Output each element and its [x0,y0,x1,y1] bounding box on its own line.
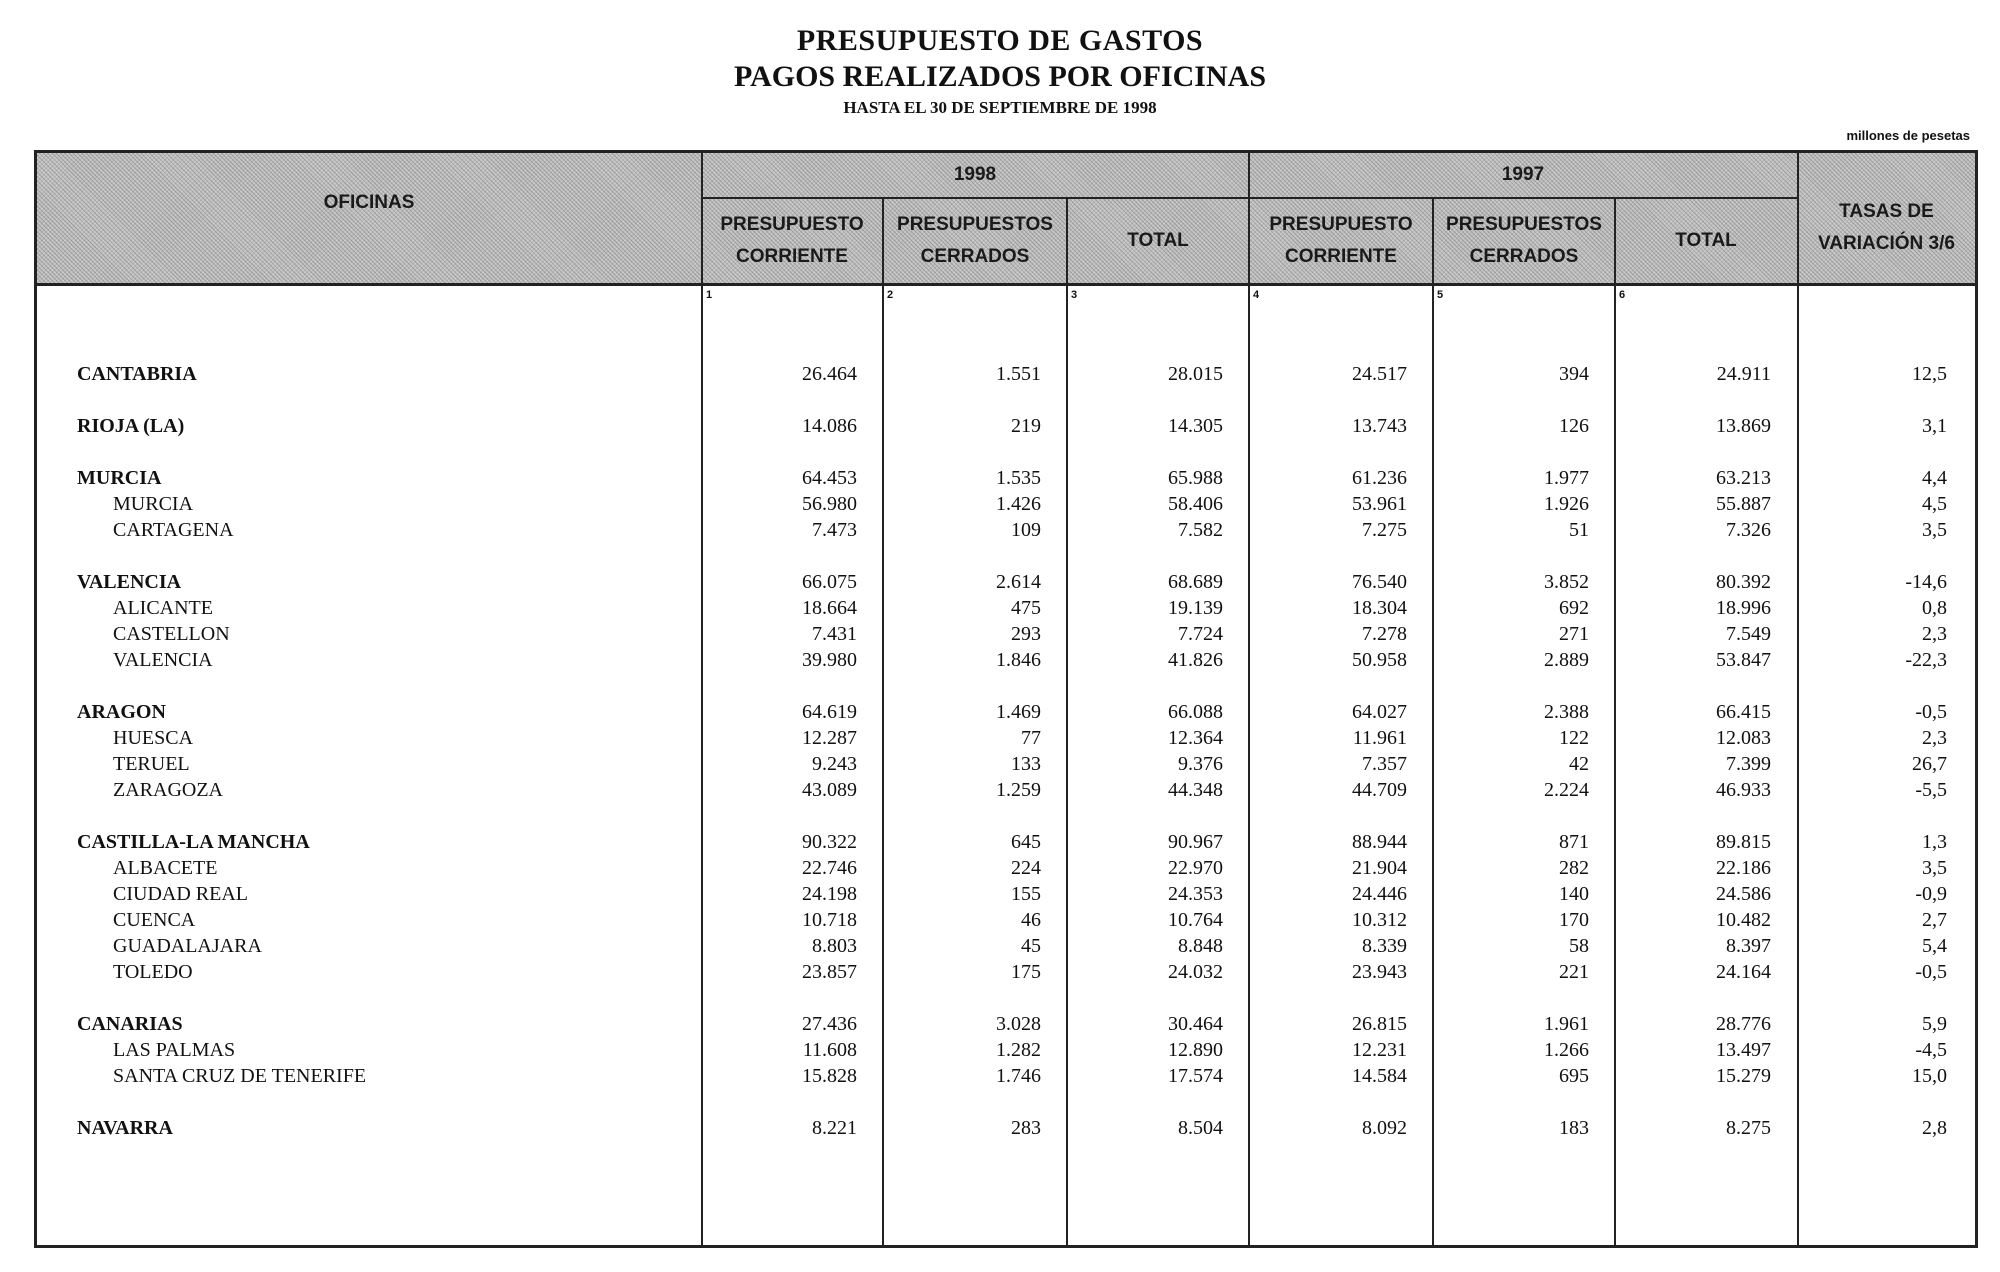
table-cell: 8.848 [1178,935,1223,957]
office-label: CARTAGENA [113,519,234,541]
table-row [37,725,1975,751]
table-cell: 1.282 [996,1039,1041,1061]
table-cell: 2.889 [1544,649,1589,671]
table-cell: 1.926 [1544,493,1589,515]
table-cell: 64.619 [802,701,857,723]
table-cell: 17.574 [1168,1065,1223,1087]
table-row [37,491,1975,517]
header-col-3: TOTAL [1127,230,1189,251]
office-region-label: ARAGON [77,701,166,723]
table-cell: 283 [1011,1117,1041,1139]
table-row [37,1115,1975,1141]
table-cell: 126 [1559,415,1589,437]
table-cell: 8.504 [1178,1117,1223,1139]
table-cell: 3,1 [1922,415,1947,437]
table-cell: 2.614 [996,571,1041,593]
table-cell: 12.364 [1168,727,1223,749]
table-cell: 23.857 [802,961,857,983]
office-region-label: CANTABRIA [77,363,197,385]
table-cell: 3.028 [996,1013,1041,1035]
document-title: PRESUPUESTO DE GASTOS [796,24,1204,57]
table-row [37,1011,1975,1037]
table-cell: 15,0 [1912,1065,1947,1087]
table-cell: 80.392 [1716,571,1771,593]
table-cell: 1.426 [996,493,1041,515]
office-region-label: MURCIA [77,467,162,489]
table-cell: 68.689 [1168,571,1223,593]
table-row [37,777,1975,803]
table-cell: 2.224 [1544,779,1589,801]
table-cell: 13.743 [1352,415,1407,437]
table-cell: 44.348 [1168,779,1223,801]
table-cell: 170 [1559,909,1589,931]
table-cell: 15.279 [1716,1065,1771,1087]
table-cell: 1.977 [1544,467,1589,489]
table-cell: 10.482 [1716,909,1771,931]
table-cell: 122 [1559,727,1589,749]
table-cell: 14.086 [802,415,857,437]
table-cell: 22.970 [1168,857,1223,879]
table-cell: 13.869 [1716,415,1771,437]
table-cell: 58 [1569,935,1589,957]
table-cell: 9.243 [812,753,857,775]
table-cell: 394 [1559,363,1589,385]
table-cell: 2,3 [1922,623,1947,645]
column-number: 3 [1071,289,1078,301]
table-cell: 58.406 [1168,493,1223,515]
table-cell: 7.473 [812,519,857,541]
table-row [37,621,1975,647]
table-cell: 12.287 [802,727,857,749]
table-cell: 3.852 [1544,571,1589,593]
table-cell: 183 [1559,1117,1589,1139]
table-cell: 41.826 [1168,649,1223,671]
table-cell: 5,9 [1922,1013,1947,1035]
table-cell: 46.933 [1716,779,1771,801]
office-label: TERUEL [113,753,190,775]
table-row [37,829,1975,855]
table-cell: 24.586 [1716,883,1771,905]
table-cell: 3,5 [1922,857,1947,879]
table-cell: 56.980 [802,493,857,515]
table-cell: 293 [1011,623,1041,645]
table-cell: 1.846 [996,649,1041,671]
table-cell: 8.397 [1726,935,1771,957]
table-cell: -4,5 [1915,1039,1947,1061]
header-oficinas: OFICINAS [323,192,415,213]
table-cell: 61.236 [1352,467,1407,489]
table-cell: 65.988 [1168,467,1223,489]
table-cell: 46 [1021,909,1041,931]
table-cell: 39.980 [802,649,857,671]
table-cell: 24.164 [1716,961,1771,983]
table-cell: 11.608 [802,1039,857,1061]
table-cell: 24.032 [1168,961,1223,983]
table-cell: 695 [1559,1065,1589,1087]
header-col-4: PRESUPUESTO CORRIENTE [1269,214,1413,267]
table-cell: 7.278 [1362,623,1407,645]
office-label: ALBACETE [113,857,218,879]
table-cell: 53.847 [1716,649,1771,671]
table-cell: 90.322 [802,831,857,853]
table-cell: 26,7 [1912,753,1947,775]
table-cell: 55.887 [1716,493,1771,515]
document-subtitle: PAGOS REALIZADOS POR OFICINAS [733,60,1267,93]
table-cell: -14,6 [1905,571,1947,593]
table-cell: 10.312 [1352,909,1407,931]
table-cell: 8.092 [1362,1117,1407,1139]
table-cell: 18.664 [802,597,857,619]
table-cell: 89.815 [1716,831,1771,853]
table-header [37,153,1975,286]
table-cell: 66.088 [1168,701,1223,723]
table-row [37,933,1975,959]
table-cell: 28.015 [1168,363,1223,385]
table-row [37,699,1975,725]
table-cell: 7.582 [1178,519,1223,541]
table-cell: 133 [1011,753,1041,775]
office-region-label: RIOJA (LA) [77,415,185,437]
table-cell: -5,5 [1915,779,1947,801]
table-cell: 22.746 [802,857,857,879]
table-cell: 2,3 [1922,727,1947,749]
table-cell: 15.828 [802,1065,857,1087]
table-cell: 1.259 [996,779,1041,801]
table-cell: 7.326 [1726,519,1771,541]
table-cell: 7.357 [1362,753,1407,775]
office-label: SANTA CRUZ DE TENERIFE [113,1065,367,1087]
column-number: 6 [1619,289,1626,301]
table-cell: 77 [1021,727,1041,749]
table-cell: 8.803 [812,935,857,957]
office-region-label: VALENCIA [77,571,182,593]
table-row [37,413,1975,439]
table-cell: 692 [1559,597,1589,619]
office-label: GUADALAJARA [113,935,262,957]
table-cell: 45 [1021,935,1041,957]
office-label: CUENCA [113,909,196,931]
table-cell: 26.815 [1352,1013,1407,1035]
table-cell: 645 [1011,831,1041,853]
table-cell: 11.961 [1352,727,1407,749]
office-label: VALENCIA [113,649,213,671]
table-cell: 14.305 [1168,415,1223,437]
table-cell: 14.584 [1352,1065,1407,1087]
office-region-label: CANARIAS [77,1013,183,1035]
office-label: TOLEDO [113,961,193,983]
table-cell: 5,4 [1922,935,1947,957]
table-cell: 10.764 [1168,909,1223,931]
table-cell: -0,5 [1915,961,1947,983]
table-row [37,855,1975,881]
table-cell: 24.446 [1352,883,1407,905]
table-cell: 24.198 [802,883,857,905]
table-cell: 64.453 [802,467,857,489]
table-cell: 282 [1559,857,1589,879]
table-cell: 12.231 [1352,1039,1407,1061]
table-cell: 1.961 [1544,1013,1589,1035]
column-number: 1 [706,289,713,301]
table-cell: 155 [1011,883,1041,905]
office-label: CASTELLON [113,623,230,645]
table-row [37,881,1975,907]
table-cell: 140 [1559,883,1589,905]
table-cell: 7.549 [1726,623,1771,645]
table-cell: 4,4 [1922,467,1947,489]
table-row [37,647,1975,673]
table-cell: 23.943 [1352,961,1407,983]
header-col-5: PRESUPUESTOS CERRADOS [1446,214,1602,267]
table-cell: 24.353 [1168,883,1223,905]
table-cell: 1,3 [1922,831,1947,853]
header-tasas-variacion: TASAS DE VARIACIÓN 3/6 [1818,201,1955,254]
table-cell: 12.083 [1716,727,1771,749]
table-cell: 1.746 [996,1065,1041,1087]
table-cell: 18.996 [1716,597,1771,619]
office-label: LAS PALMAS [113,1039,236,1061]
table-cell: 24.911 [1716,363,1771,385]
header-year-1997: 1997 [1501,164,1545,185]
table-cell: 7.724 [1178,623,1223,645]
office-region-label: CASTILLA-LA MANCHA [77,831,310,853]
table-cell: 7.431 [812,623,857,645]
table-cell: 30.464 [1168,1013,1223,1035]
table-cell: 2.388 [1544,701,1589,723]
header-col-1: PRESUPUESTO CORRIENTE [720,214,864,267]
table-cell: 76.540 [1352,571,1407,593]
table-cell: 8.221 [812,1117,857,1139]
table-cell: 22.186 [1716,857,1771,879]
table-cell: 18.304 [1352,597,1407,619]
table-cell: 21.904 [1352,857,1407,879]
document-date-line: HASTA EL 30 DE SEPTIEMBRE DE 1998 [843,98,1157,117]
table-row [37,959,1975,985]
table-cell: 51 [1569,519,1589,541]
table-row [37,1063,1975,1089]
table-cell: 13.497 [1716,1039,1771,1061]
office-label: MURCIA [113,493,194,515]
table-cell: 63.213 [1716,467,1771,489]
header-col-6: TOTAL [1675,230,1737,251]
table-cell: 475 [1011,597,1041,619]
table-cell: 28.776 [1716,1013,1771,1035]
table-cell: 224 [1011,857,1041,879]
table-cell: 7.399 [1726,753,1771,775]
office-region-label: NAVARRA [77,1117,173,1139]
table-cell: -22,3 [1905,649,1947,671]
payments-table [34,150,1978,1248]
office-label: CIUDAD REAL [113,883,248,905]
table-cell: 66.075 [802,571,857,593]
table-row [37,907,1975,933]
table-cell: 88.944 [1352,831,1407,853]
table-cell: 12,5 [1912,363,1947,385]
table-cell: 24.517 [1352,363,1407,385]
table-cell: 0,8 [1922,597,1947,619]
table-row [37,751,1975,777]
table-cell: 43.089 [802,779,857,801]
table-cell: 9.376 [1178,753,1223,775]
office-label: ALICANTE [113,597,213,619]
table-row [37,465,1975,491]
table-cell: -0,9 [1915,883,1947,905]
table-cell: 8.275 [1726,1117,1771,1139]
table-cell: 109 [1011,519,1041,541]
table-cell: 271 [1559,623,1589,645]
table-cell: 7.275 [1362,519,1407,541]
units-note: millones de pesetas [1846,128,1970,143]
office-label: ZARAGOZA [113,779,223,801]
table-cell: 27.436 [802,1013,857,1035]
table-cell: 1.266 [1544,1039,1589,1061]
table-cell: 221 [1559,961,1589,983]
table-row [37,1037,1975,1063]
table-cell: 66.415 [1716,701,1771,723]
table-cell: 64.027 [1352,701,1407,723]
column-number: 2 [887,289,894,301]
header-col-2: PRESUPUESTOS CERRADOS [897,214,1053,267]
table-cell: 90.967 [1168,831,1223,853]
table-cell: 12.890 [1168,1039,1223,1061]
table-cell: 19.139 [1168,597,1223,619]
table-cell: 53.961 [1352,493,1407,515]
table-cell: 1.469 [996,701,1041,723]
table-row [37,595,1975,621]
table-cell: 50.958 [1352,649,1407,671]
table-cell: 871 [1559,831,1589,853]
table-row [37,361,1975,387]
table-cell: 175 [1011,961,1041,983]
table-row [37,569,1975,595]
header-year-1998: 1998 [953,164,997,185]
table-cell: -0,5 [1915,701,1947,723]
column-number: 5 [1437,289,1444,301]
table-cell: 3,5 [1922,519,1947,541]
table-cell: 4,5 [1922,493,1947,515]
table-cell: 219 [1011,415,1041,437]
table-cell: 42 [1569,753,1589,775]
column-number: 4 [1253,289,1260,301]
table-cell: 2,8 [1922,1117,1947,1139]
office-label: HUESCA [113,727,194,749]
table-row [37,517,1975,543]
table-cell: 8.339 [1362,935,1407,957]
table-cell: 1.551 [996,363,1041,385]
table-cell: 26.464 [802,363,857,385]
table-cell: 44.709 [1352,779,1407,801]
table-cell: 2,7 [1922,909,1947,931]
table-cell: 10.718 [802,909,857,931]
table-cell: 1.535 [996,467,1041,489]
